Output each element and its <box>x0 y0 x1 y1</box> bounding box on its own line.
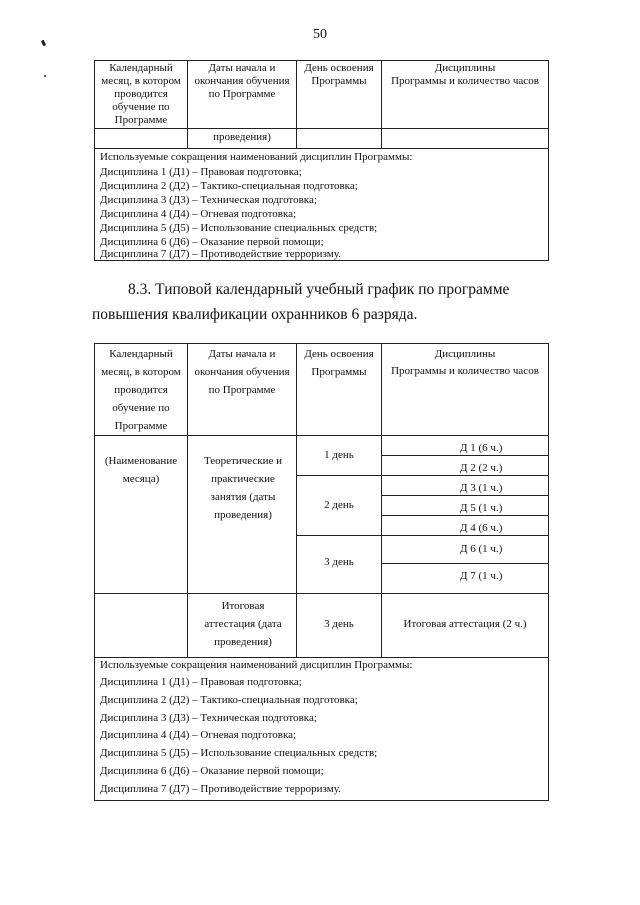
scan-speck <box>44 75 46 77</box>
discipline-cell: Д 2 (2 ч.) <box>460 462 503 474</box>
day-cell: 2 день <box>324 499 354 511</box>
abbrev-item: Дисциплина 6 (Д6) – Оказание первой помощи; <box>100 236 324 248</box>
final-dates: Итоговая аттестация (дата проведения) <box>204 600 282 648</box>
discipline-cell: Д 3 (1 ч.) <box>460 482 503 494</box>
final-day: 3 день <box>324 618 354 630</box>
dates-text: Теоретические и практические занятия (даты проведения) <box>203 455 283 521</box>
abbrev-item: Дисциплина 7 (Д7) – Противодействие терроризму. <box>100 783 341 795</box>
abbrev-item: Дисциплина 3 (Д3) – Техническая подготовка; <box>100 712 317 724</box>
header-day: День освоения Программы <box>304 348 374 378</box>
section-heading: 8.3. Типовой календарный учебный график по программе повышения квалификации охранников 6 разряда. <box>92 281 510 323</box>
abbrev-title: Используемые сокращения наименований дисциплин Программы: <box>100 659 413 671</box>
abbrev-item: Дисциплина 2 (Д2) – Тактико-специальная подготовка; <box>100 694 358 706</box>
header-dates: Даты начала и окончания обучения по Программе <box>194 348 290 396</box>
header-disciplines-title: Дисциплины <box>434 62 496 74</box>
discipline-cell: Д 5 (1 ч.) <box>460 502 503 514</box>
header-dates: Даты начала и окончания обучения по Программе <box>194 62 290 100</box>
page-number: 50 <box>313 27 327 42</box>
day-cell: 1 день <box>324 449 354 461</box>
header-disciplines-sub: Программы и количество часов <box>391 75 539 87</box>
discipline-cell: Д 1 (6 ч.) <box>460 442 503 454</box>
header-day: День освоения Программы <box>304 62 374 87</box>
header-month: Календарный месяц, в котором проводится обучение по Программе <box>101 62 181 126</box>
abbrev-item: Дисциплина 4 (Д4) – Огневая подготовка; <box>100 208 297 220</box>
abbrev-item: Дисциплина 6 (Д6) – Оказание первой помощи; <box>100 765 324 777</box>
final-discipline: Итоговая аттестация (2 ч.) <box>403 618 527 630</box>
abbrev-item: Дисциплина 1 (Д1) – Правовая подготовка; <box>100 676 302 688</box>
abbrev-item: Дисциплина 3 (Д3) – Техническая подготовка; <box>100 194 317 206</box>
discipline-cell: Д 6 (1 ч.) <box>460 543 503 555</box>
abbrev-item: Дисциплина 5 (Д5) – Использование специальных средств; <box>100 747 378 759</box>
continued-text: проведения) <box>213 131 271 143</box>
day-cell: 3 день <box>324 556 354 568</box>
abbrev-item: Дисциплина 5 (Д5) – Использование специальных средств; <box>100 222 378 234</box>
abbrev-item: Дисциплина 2 (Д2) – Тактико-специальная подготовка; <box>100 180 358 192</box>
abbrev-item: Дисциплина 7 (Д7) – Противодействие терроризму. <box>100 248 341 260</box>
header-disciplines-sub: Программы и количество часов <box>391 365 539 377</box>
abbrev-title: Используемые сокращения наименований дисциплин Программы: <box>100 151 413 163</box>
month-name: (Наименование месяца) <box>104 455 178 485</box>
abbrev-item: Дисциплина 1 (Д1) – Правовая подготовка; <box>100 166 302 178</box>
header-month: Календарный месяц, в котором проводится обучение по Программе <box>101 348 181 432</box>
discipline-cell: Д 7 (1 ч.) <box>460 570 503 582</box>
header-disciplines-title: Дисциплины <box>434 348 496 360</box>
discipline-cell: Д 4 (6 ч.) <box>460 522 503 534</box>
abbrev-item: Дисциплина 4 (Д4) – Огневая подготовка; <box>100 729 297 741</box>
